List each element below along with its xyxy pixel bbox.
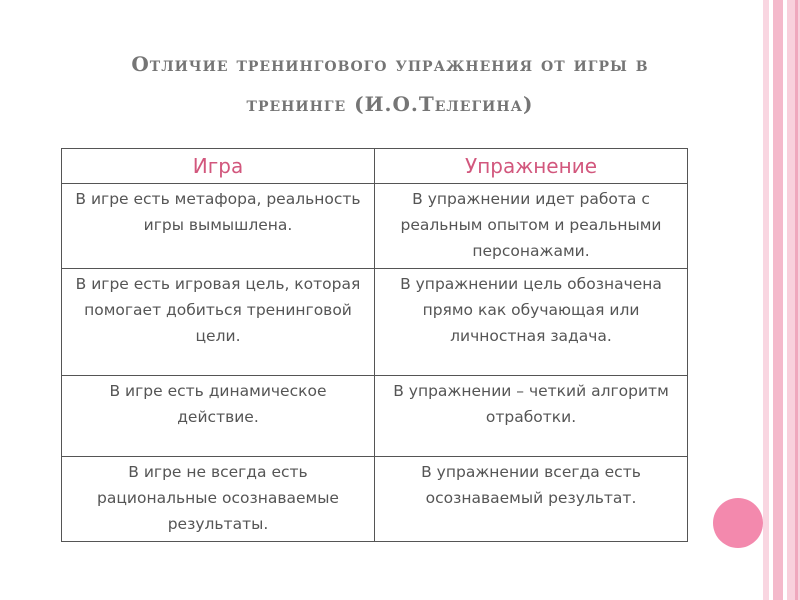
cell-game: В игре есть игровая цель, которая помогает добиться тренинговой цели. bbox=[62, 269, 375, 376]
cell-exercise: В упражнении всегда есть осознаваемый результат. bbox=[375, 457, 688, 542]
table-row bbox=[62, 269, 688, 376]
slide-title-line2: тренинге (И.О.Телегина) bbox=[246, 92, 534, 116]
header-game: Игра bbox=[62, 149, 375, 184]
decor-circle bbox=[713, 498, 763, 548]
table-header-row bbox=[62, 149, 688, 184]
header-exercise: Упражнение bbox=[375, 149, 688, 184]
slide-title bbox=[70, 44, 710, 124]
table-row bbox=[62, 184, 688, 269]
cell-game: В игре не всегда есть рациональные осознаваемые результаты. bbox=[62, 457, 375, 542]
cell-exercise: В упражнении идет работа с реальным опытом и реальными персонажами. bbox=[375, 184, 688, 269]
table-row bbox=[62, 376, 688, 457]
cell-game: В игре есть метафора, реальность игры вымышлена. bbox=[62, 184, 375, 269]
cell-game: В игре есть динамическое действие. bbox=[62, 376, 375, 457]
decor-stripe bbox=[795, 0, 798, 600]
comparison-table bbox=[61, 148, 688, 542]
table-row bbox=[62, 457, 688, 542]
slide-title-line1: Отличие тренингового упражнения от игры в bbox=[131, 52, 649, 76]
decor-stripe bbox=[773, 0, 783, 600]
cell-exercise: В упражнении цель обозначена прямо как обучающая или личностная задача. bbox=[375, 269, 688, 376]
decor-stripe bbox=[787, 0, 800, 600]
cell-exercise: В упражнении – четкий алгоритм отработки. bbox=[375, 376, 688, 457]
